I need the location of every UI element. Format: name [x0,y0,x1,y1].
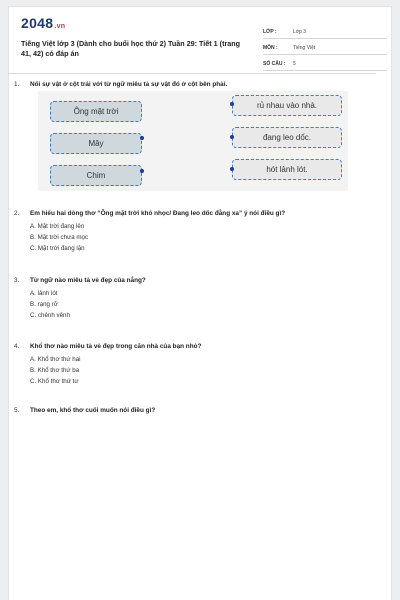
question-number: 5. [14,407,20,414]
option-a[interactable]: A. Mặt trời đang lên [30,223,85,230]
left-item-cloud[interactable]: Mây [50,133,142,154]
question-3 [14,276,374,321]
meta-question-count [263,57,387,71]
question-text: Nối sự vật ở cột trái với từ ngữ miêu tả sự vật đó ở cột bên phải. [30,81,228,88]
meta-class-label: LỚP : [263,28,277,35]
option-b[interactable]: B. Khổ thơ thứ ba [30,367,80,374]
right-item-1[interactable]: rủ nhau vào nhà. [232,95,342,116]
right-item-2[interactable]: đang leo dốc. [232,127,342,148]
meta-class [263,25,387,39]
connector-dot [230,102,234,106]
left-item-bird[interactable]: Chim [50,165,142,186]
option-b[interactable]: B. rạng rỡ [30,301,58,308]
meta-count-label: SỐ CÂU : [263,60,286,67]
left-item-sun[interactable]: Ông mặt trời [50,101,142,122]
option-a[interactable]: A. lảnh lót [30,290,58,297]
document-header [21,15,383,77]
question-text: Từ ngữ nào miêu tả vẻ đẹp của nắng? [30,277,146,284]
option-c[interactable]: C. Mặt trời đang lặn [30,245,85,252]
answer-options [30,221,374,254]
question-number: 4. [14,343,20,350]
option-c[interactable]: C. Khổ thơ thứ tư [30,378,79,385]
question-text: Theo em, khổ thơ cuối muốn nói điều gì? [30,407,156,414]
document-title: Tiếng Việt lớp 3 (Dành cho buổi học thứ 2) Tuần 29: Tiết 1 (trang 41, 42) có đáp án [21,39,241,58]
meta-count-value: 5 [293,60,296,67]
answer-options [30,354,374,387]
question-4 [14,342,374,387]
header-divider [8,73,376,74]
question-text: Em hiểu hai dòng thơ “Ông mặt trời khó nhọc/ Đang leo dốc đằng xa” ý nói điều gì? [30,210,286,217]
question-number: 1. [14,81,20,88]
question-2 [14,209,374,254]
site-logo[interactable]: 2048.vn [21,15,66,31]
connector-dot [230,135,234,139]
connector-dot [230,167,234,171]
question-number: 2. [14,210,20,217]
meta-subject-value: Tiếng Việt [293,44,316,51]
meta-class-value: Lớp 3 [293,28,307,35]
question-5 [14,406,374,415]
option-a[interactable]: A. Khổ thơ thứ hai [30,356,81,363]
option-b[interactable]: B. Mặt trời chưa mọc [30,234,89,241]
answer-options [30,288,374,321]
question-number: 3. [14,277,20,284]
connector-dot [140,169,144,173]
connector-dot [140,136,144,140]
option-c[interactable]: C. chênh vênh [30,312,70,319]
matching-exercise [38,91,348,191]
meta-subject [263,41,387,55]
right-item-3[interactable]: hót lảnh lót. [232,159,342,180]
question-1 [14,80,374,89]
document-meta [263,25,387,73]
meta-subject-label: MÔN : [263,44,278,51]
question-text: Khổ thơ nào miêu tả vẻ đẹp trong căn nhà của bạn nhỏ? [30,343,202,350]
